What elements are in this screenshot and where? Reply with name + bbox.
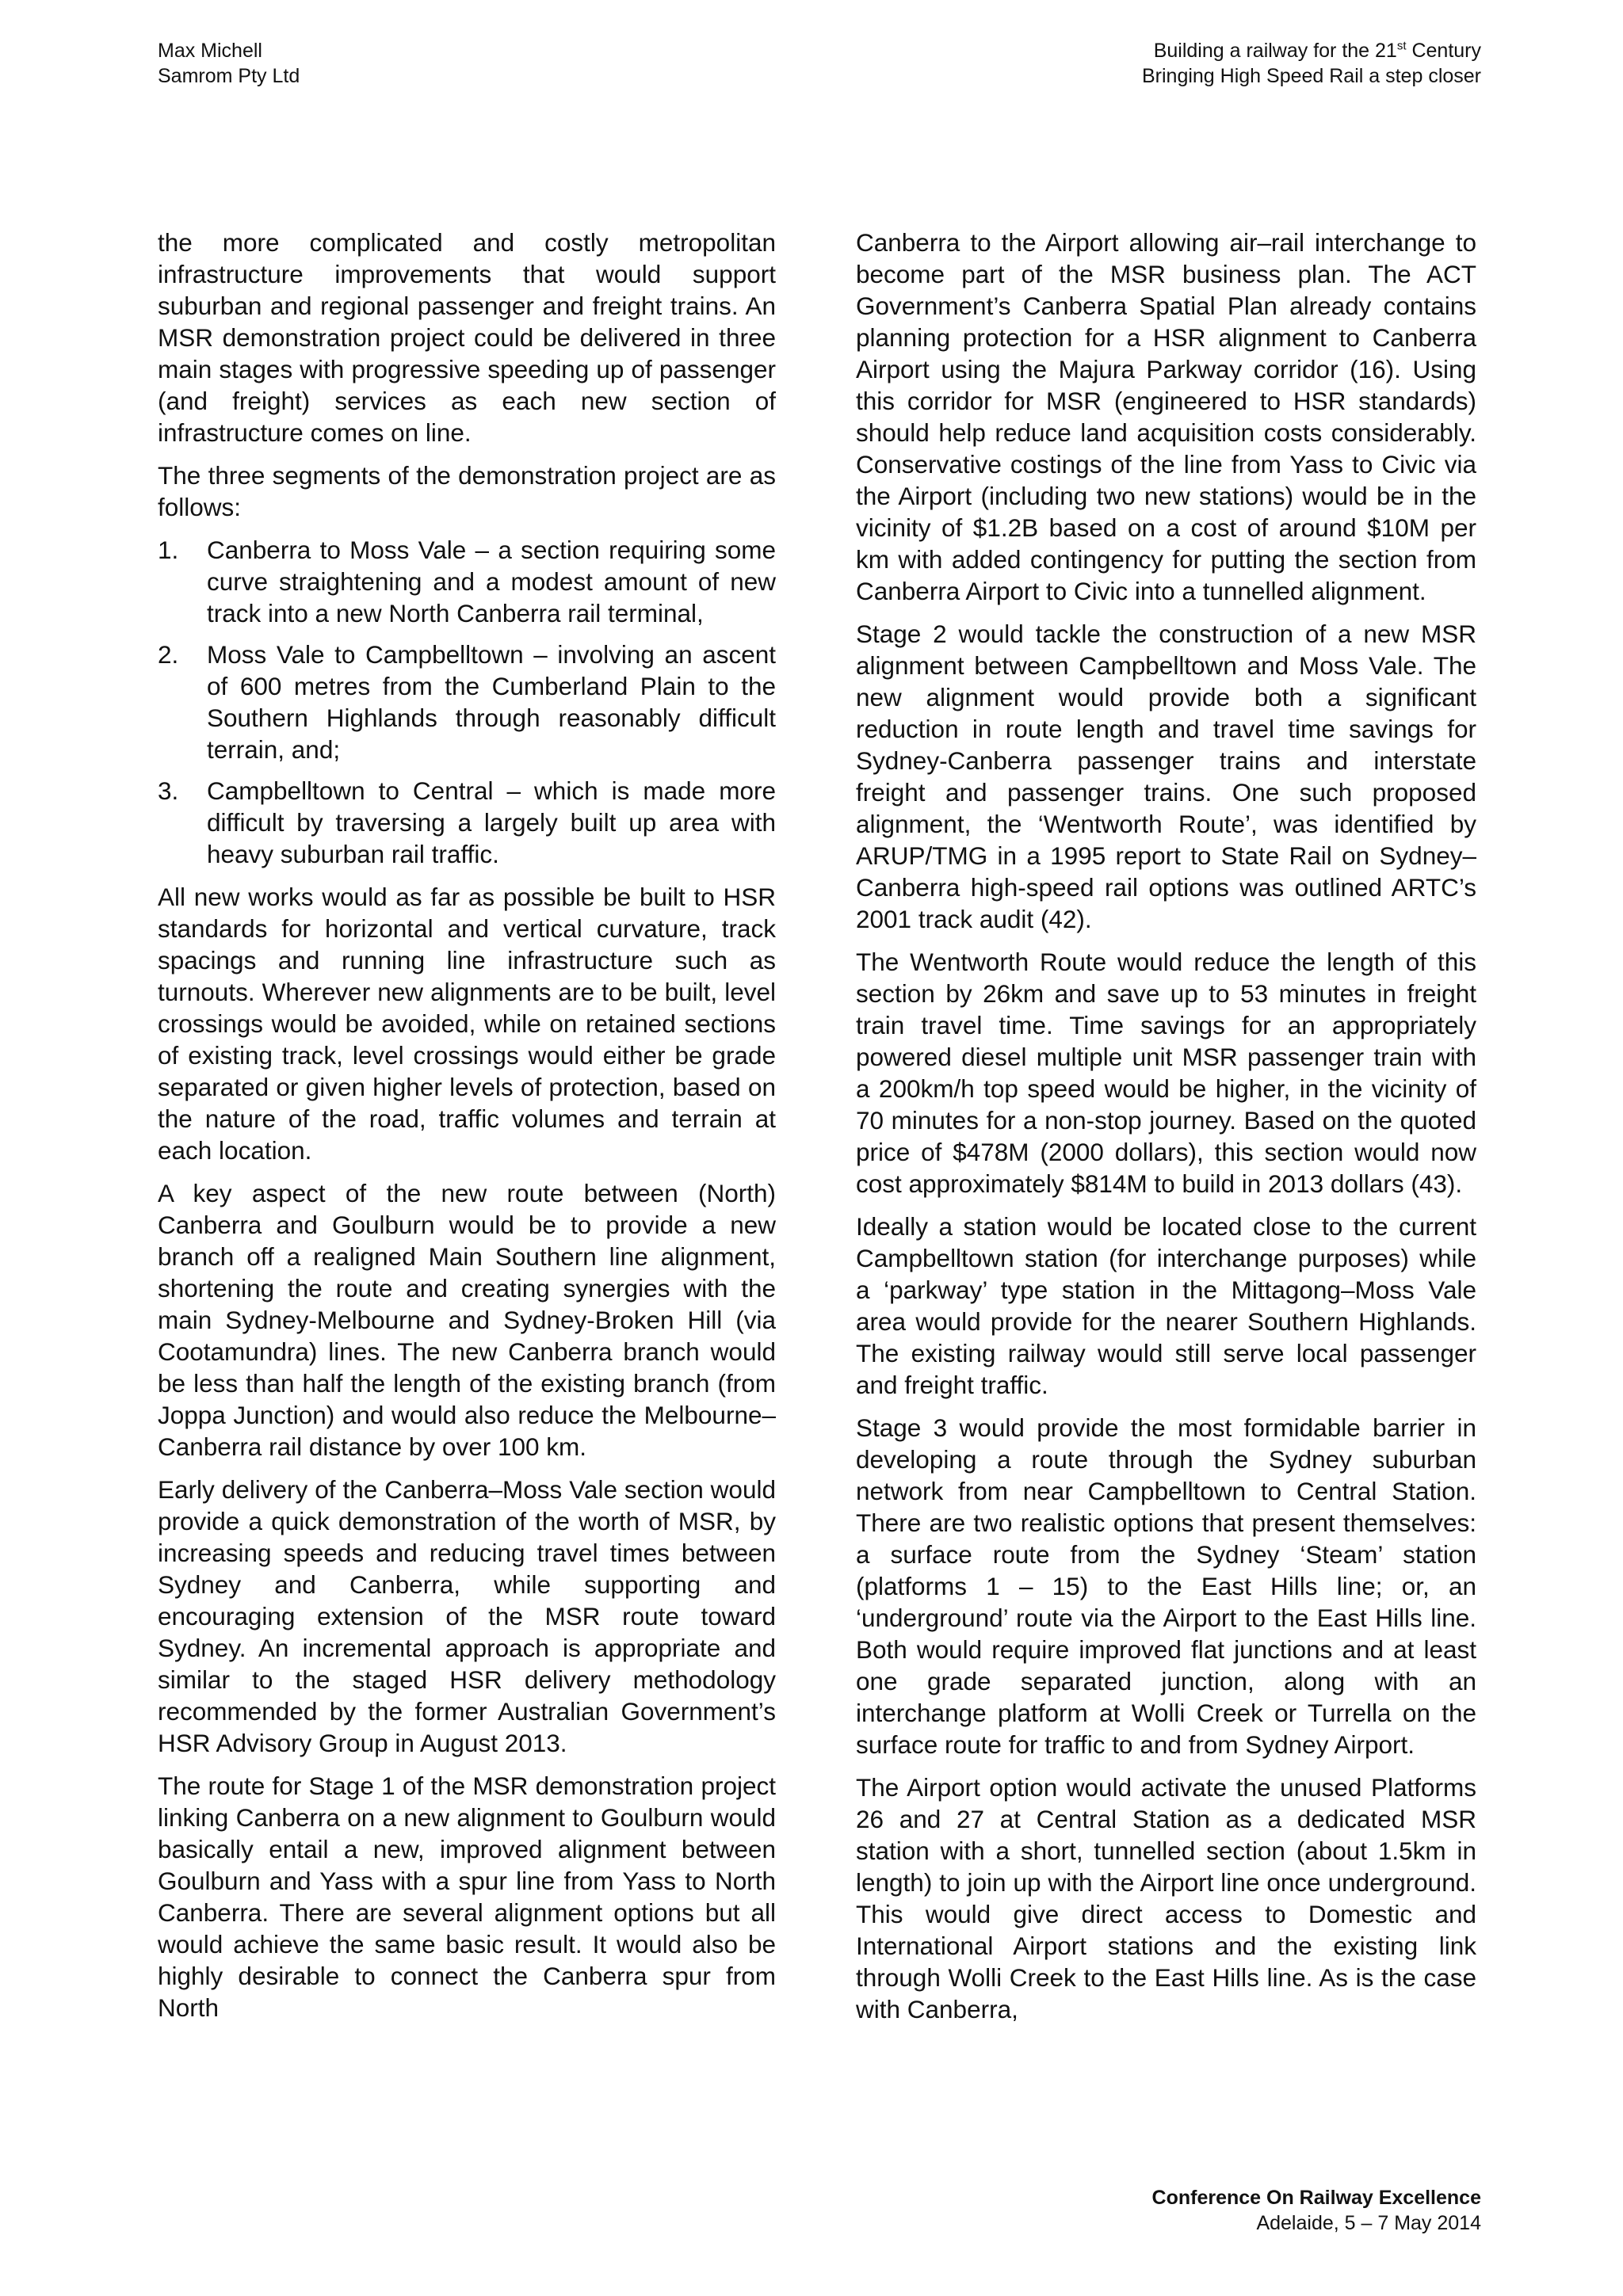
list-item	[158, 534, 776, 629]
conference-location-date: Adelaide, 5 – 7 May 2014	[1256, 2212, 1481, 2234]
paragraph: The Wentworth Route would reduce the length of this section by 26km and save up to 53 minutes in freight train travel time. Time savings for an appropriately powered diesel multiple unit MSR passenger train with a 200km/h top speed would be higher, in the vicinity of 70 minutes for a non-stop journey. Based on the quoted price of $478M (2000 dollars), this section would now cost approximately $814M to build in 2013 dollars (43).	[856, 948, 1476, 1198]
paragraph: The three segments of the demonstration project are as follows:	[158, 461, 776, 521]
paragraph: the more complicated and costly metropolitan infrastructure improvements that would support suburban and regional passenger and freight trains. An MSR demonstration project could be delivered in three main stages with progressive speeding up of passenger (and freight) services as each new section of infrastructure comes on line.	[158, 228, 776, 447]
list-item-text: Canberra to Moss Vale – a section requiring some curve straightening and a modest amount of new track into a new North Canberra rail terminal,	[207, 536, 776, 627]
paper-title-main: Building a railway for the 21	[1153, 40, 1397, 62]
paragraph: Stage 2 would tackle the construction of a new MSR alignment between Campbelltown and Moss Vale. The new alignment would provide both a significant reduction in route length and travel time savings for Sydney-Canberra passenger trains and interstate freight and passenger trains. One such proposed alignment, the ‘Wentworth Route’, was identified by ARUP/TMG in a 1995 report to State Rail on Sydney–Canberra high-speed rail options was outlined ARTC’s 2001 track audit (42).	[856, 620, 1476, 933]
page-header-title	[1142, 38, 1481, 89]
paper-title-sup: st	[1396, 39, 1407, 53]
left-column	[158, 227, 776, 2035]
list-item	[158, 775, 776, 870]
paragraph: Ideally a station would be located close to the current Campbelltown station (for interchange purposes) while a ‘parkway’ type station in the Mittagong–Moss Vale area would provide for the nearer Southern Highlands. The existing railway would still serve local passenger and freight traffic.	[856, 1212, 1476, 1399]
paragraph: Early delivery of the Canberra–Moss Vale section would provide a quick demonstration of the worth of MSR, by increasing speeds and reducing travel times between Sydney and Canberra, while supporting and encouraging extension of the MSR route toward Sydney. An incremental approach is appropriate and similar to the staged HSR delivery methodology recommended by the former Australian Government’s HSR Advisory Group in August 2013.	[158, 1475, 776, 1757]
page-header-author	[158, 38, 300, 89]
paragraph: Stage 3 would provide the most formidable barrier in developing a route through the Sydney suburban network from near Campbelltown to Central Station. There are two realistic options that present themselves: a surface route from the Sydney ‘Steam’ station (platforms 1 – 15) to the East Hills line; or, an ‘underground’ route via the Airport to the East Hills line. Both would require improved flat junctions and at least one grade separated junction, along with an interchange platform at Wolli Creek or Turrella on the surface route for traffic to and from Sydney Airport.	[856, 1413, 1476, 1759]
paper-title-end: Century	[1406, 40, 1481, 62]
list-item-number: 1.	[158, 536, 179, 564]
paragraph: All new works would as far as possible be built to HSR standards for horizontal and vertical curvature, track spacings and running line infrastructure such as turnouts. Wherever new alignments are to be built, level crossings would be avoided, while on retained sections of existing track, level crossings would either be grade separated or given higher levels of protection, based on the nature of the road, traffic volumes and terrain at each location.	[158, 883, 776, 1165]
list-item-number: 3.	[158, 776, 179, 805]
company-name: Samrom Pty Ltd	[158, 65, 300, 87]
author-name: Max Michell	[158, 40, 262, 62]
paragraph: A key aspect of the new route between (North) Canberra and Goulburn would be to provide a new branch off a realigned Main Southern line alignment, shortening the route and creating synergies with the main Sydney-Melbourne and Sydney-Broken Hill (via Cootamundra) lines. The new Canberra branch would be less than half the length of the existing branch (from Joppa Junction) and would also reduce the Melbourne–Canberra rail distance by over 100 km.	[158, 1179, 776, 1461]
list-item-number: 2.	[158, 640, 179, 669]
list-item	[158, 639, 776, 765]
paragraph: The Airport option would activate the unused Platforms 26 and 27 at Central Station as a dedicated MSR station with a short, tunnelled section (about 1.5km in length) to join up with the Airport line once underground. This would give direct access to Domestic and International Airport stations and the existing link through Wolli Creek to the East Hills line. As is the case with Canberra,	[856, 1773, 1476, 2023]
paper-subtitle: Bringing High Speed Rail a step closer	[1141, 65, 1481, 87]
list-item-text: Campbelltown to Central – which is made more difficult by traversing a largely built up area with heavy suburban rail traffic.	[207, 776, 776, 868]
conference-name: Conference On Railway Excellence	[1151, 2187, 1481, 2209]
paper-title	[1142, 38, 1481, 63]
paragraph: Canberra to the Airport allowing air–rail interchange to become part of the MSR business plan. The ACT Government’s Canberra Spatial Plan already contains planning protection for a HSR alignment to Canberra Airport using the Majura Parkway corridor (16). Using this corridor for MSR (engineered to HSR standards) should help reduce land acquisition costs considerably. Conservative costings of the line from Yass to Civic via the Airport (including two new stations) would be in the vicinity of $1.2B based on a cost of around $10M per km with added contingency for putting the section from Canberra Airport to Civic into a tunnelled alignment.	[856, 228, 1476, 605]
page-footer	[1152, 2185, 1481, 2236]
right-column	[856, 227, 1476, 2036]
segment-list	[158, 534, 776, 870]
paragraph: The route for Stage 1 of the MSR demonstration project linking Canberra on a new alignment to Goulburn would basically entail a new, improved alignment between Goulburn and Yass with a spur line from Yass to North Canberra. There are several alignment options but all would achieve the same basic result. It would also be highly desirable to connect the Canberra spur from North	[158, 1772, 776, 2022]
list-item-text: Moss Vale to Campbelltown – involving an ascent of 600 metres from the Cumberland Plain to the Southern Highlands through reasonably difficult terrain, and;	[207, 640, 776, 764]
